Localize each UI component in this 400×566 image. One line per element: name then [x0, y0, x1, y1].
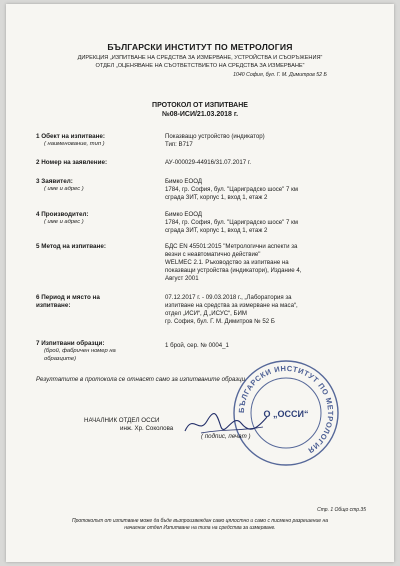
field-value-applicant-line: сграда ЗИТ, корпус 1, вход 1, етаж 2 [165, 194, 268, 201]
field-label-application: 2 Номер на заявление: [36, 159, 108, 166]
field-value-method-line: показващи устройства (индикатори), Издание 4, [165, 267, 302, 274]
department-line: ОТДЕЛ „ОЦЕНЯВАНЕ НА СЪОТВЕТСТВИЕТО НА СРЕДСТВА ЗА ИЗМЕРВАНЕ“ [95, 63, 305, 69]
field-value-applicant-line: Бимко ЕООД [165, 178, 202, 185]
field-value-method-line: БДС EN 45501:2015 "Метрологични аспекти за [165, 243, 298, 250]
field-value-manufacturer-line: сграда ЗИТ, корпус 1, вход 1, етаж 2 [165, 227, 268, 234]
protocol-number: №08-ИСИ/21.03.2018 г. [161, 111, 239, 118]
field-value-application: АУ-000029-44916/31.07.2017 г. [165, 159, 252, 166]
field-label-object: 1 Обект на изпитване: [36, 133, 106, 140]
field-label-manufacturer: 4 Производител: [36, 211, 89, 218]
document-page [6, 4, 394, 562]
protocol-title: ПРОТОКОЛ ОТ ИЗПИТВАНЕ [152, 102, 248, 109]
field-value-period-line: гр. София, бул. Г. М. Димитров № 52 Б [165, 318, 275, 325]
field-sublabel-samples-cont: образците) [44, 356, 77, 362]
directorate-line: ДИРЕКЦИЯ „ИЗПИТВАНЕ НА СРЕДСТВА ЗА ИЗМЕРВАНЕ, УСТРОЙСТВА И СЪОРЪЖЕНИЯ“ [77, 55, 323, 61]
field-sublabel-object: ( наименование, тип ) [44, 141, 105, 147]
signature-caption: ( подпис, печат ) [201, 433, 251, 440]
page-counter: Стр. 1 Общо стр.35 [317, 507, 366, 513]
seal-center-text: О „ОССИ“ [263, 409, 309, 419]
field-sublabel-samples: (брой, фабричен номер на [44, 348, 116, 354]
results-note: Резултатите в протокола се отнасят само за изпитваните образци. [36, 376, 247, 383]
seal-ring-text: БЪЛГАРСКИ ИНСТИТУТ ПО МЕТРОЛОГИЯ [236, 363, 336, 456]
field-value-manufacturer-line: 1784, гр. София, бул. "Цариградско шосе" 7 км [165, 219, 298, 226]
field-value-object-line: Показващо устройство (индикатор) [165, 133, 265, 140]
field-value-period-line: изпитване на средства за измерване на маса“, [165, 302, 298, 309]
field-value-method-line: Август 2001 [165, 275, 199, 282]
footer-disclaimer-line: Протоколът от изпитване може да бъде възпроизвеждан само цялостно и само с писмено разрешение на [71, 518, 329, 524]
signatory-name: инж. Хр. Соколова [120, 425, 174, 432]
field-value-applicant-line: 1784, гр. София, бул. "Цариградско шосе" 7 км [165, 186, 298, 193]
signatory-title: НАЧАЛНИК ОТДЕЛ ОССИ [84, 417, 160, 424]
institute-title: БЪЛГАРСКИ ИНСТИТУТ ПО МЕТРОЛОГИЯ [107, 42, 293, 52]
field-value-samples: 1 брой, сер. № 0004_1 [165, 342, 229, 349]
field-label-method: 5 Метод на изпитване: [36, 243, 106, 250]
field-value-object-line: Тип: B717 [165, 141, 193, 148]
footer-disclaimer-line: началник отдел Изпитване на типа на средства за измерване. [124, 525, 276, 531]
field-sublabel-manufacturer: ( име и адрес ) [44, 219, 84, 225]
field-value-period-line: отдел „ИСИ“, Д „ИСУС“, БИМ [165, 310, 248, 317]
address-line: 1040 София, бул. Г. М. Димитров 52 Б [233, 72, 327, 78]
field-label-applicant: 3 Заявител: [36, 178, 73, 185]
field-value-method-line: WELMEC 2.1. Ръководство за изпитване на [165, 259, 289, 266]
field-label-period-cont: изпитване: [36, 302, 71, 309]
field-label-period: 6 Период и място на [36, 294, 100, 301]
field-value-method-line: везни с неавтоматично действие" [165, 251, 261, 258]
field-label-samples: 7 Изпитвани образци: [36, 340, 105, 347]
field-sublabel-applicant: ( име и адрес ) [44, 186, 84, 192]
field-value-period-line: 07.12.2017 г. - 09.03.2018 г., „Лаборатория за [165, 294, 292, 301]
field-value-manufacturer-line: Бимко ЕООД [165, 211, 202, 218]
